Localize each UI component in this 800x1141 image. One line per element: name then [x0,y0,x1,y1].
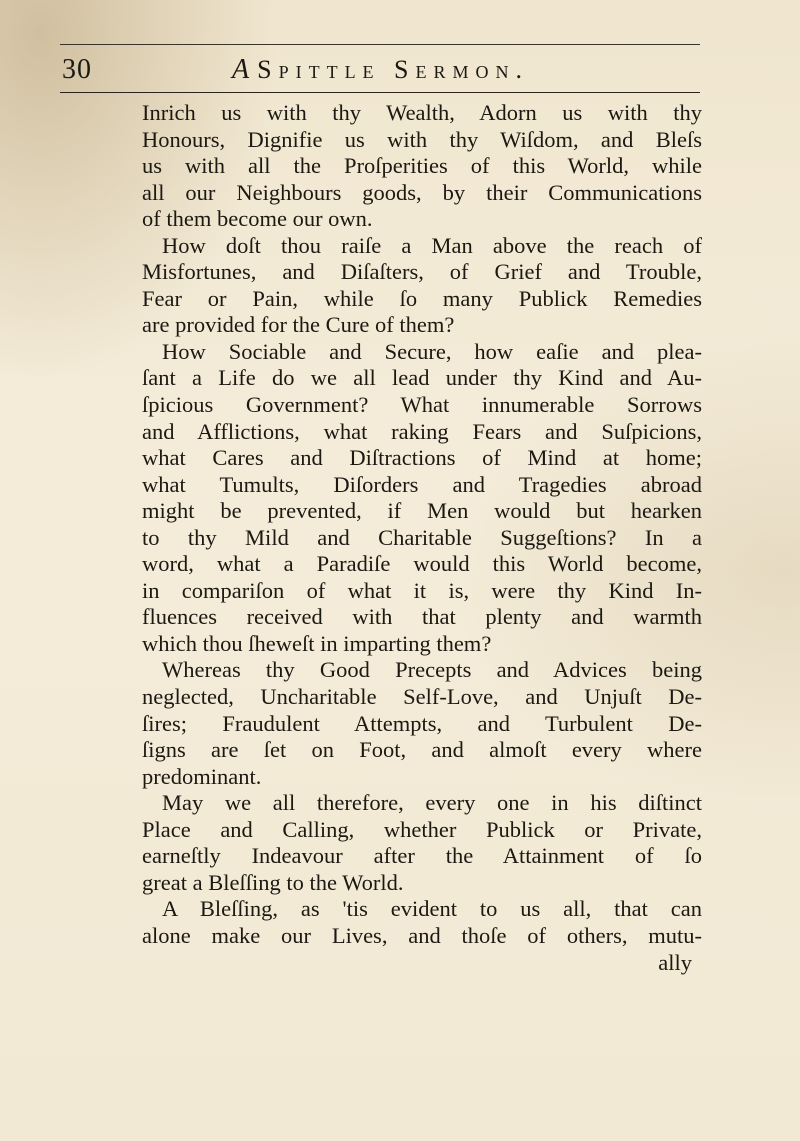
text-line: How Sociable and Secure, how eaſie and plea- [162,338,702,364]
text-line: May we all therefore, every one in his diſtinct [162,790,702,816]
text-line: what Cares and Diſtractions of Mind at home; [142,445,702,471]
text-line: are provided for the Cure of them? [142,312,455,338]
text-line: alone make our Lives, and thoſe of others, mutu- [142,922,702,948]
text-line: predominant. [142,763,262,789]
text-line: fluences received with that plenty and warmth [142,604,702,630]
text-line: and Afflictions, what raking Fears and Suſpicions, [142,418,702,444]
text-line: Honours, Dignifie us with thy Wiſdom, and Bleſs [142,126,702,152]
running-head-lead: A [232,54,250,85]
text-line: ſpicious Government? What innumerable Sorrows [142,392,702,418]
page-number: 30 [62,54,92,85]
page-header [0,52,800,92]
text-line: Inrich us with thy Wealth, Adorn us with thy [142,100,702,125]
text-line: Fear or Pain, while ſo many Publick Remedies [142,285,702,311]
text-line: of them become our own. [142,206,373,232]
text-line: earneſtly Indeavour after the Attainment of ſo [142,843,702,869]
running-head-title: Spittle Sermon. [257,55,530,84]
catchword: ally [658,949,692,975]
text-line: Place and Calling, whether Publick or Private, [142,816,702,842]
text-line: ſires; Fraudulent Attempts, and Turbulent De- [142,710,702,736]
text-line: all our Neighbours goods, by their Communications [142,179,702,205]
text-line: to thy Mild and Charitable Suggeſtions? In a [142,524,702,550]
text-line: neglected, Uncharitable Self-Love, and Unjuſt De- [142,684,702,710]
top-rule [60,44,700,45]
text-line: How doſt thou raiſe a Man above the reach of [162,232,702,258]
text-line: word, what a Paradiſe would this World become, [142,551,702,577]
text-line: in compariſon of what it is, were thy Kind In- [142,577,702,603]
body-text [142,100,702,976]
text-line: what Tumults, Diſorders and Tragedies abroad [142,471,702,497]
running-head [232,52,529,88]
text-line: great a Bleſſing to the World. [142,869,404,895]
text-line: Misfortunes, and Diſaſters, of Grief and Trouble, [142,259,702,285]
text-line: might be prevented, if Men would but hearken [142,498,702,524]
text-line: ſigns are ſet on Foot, and almoſt every where [142,737,702,763]
header-rule [60,92,700,93]
text-line: which thou ſheweſt in imparting them? [142,630,492,656]
text-line: ſant a Life do we all lead under thy Kind and Au- [142,365,702,391]
text-line: Whereas thy Good Precepts and Advices being [162,657,702,683]
text-line: A Bleſſing, as 'tis evident to us all, that can [162,896,702,922]
text-line: us with all the Proſperities of this World, while [142,153,702,179]
